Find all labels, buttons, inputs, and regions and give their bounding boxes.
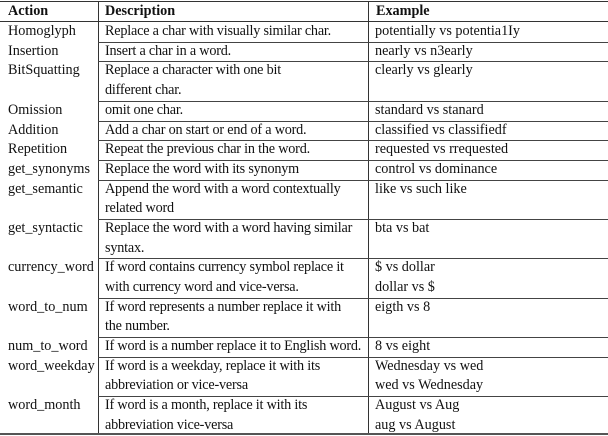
description-cell: omit one char. (105, 101, 183, 118)
description-cell: Replace a character with one bit different char. (105, 62, 281, 98)
description-cell: Replace a char with visually similar char. (105, 23, 332, 39)
header-description: Description (105, 3, 176, 19)
example-cell: control vs dominance (375, 160, 498, 177)
description-cell: If word represents a number replace it with the number. (105, 298, 342, 335)
action-cell: get_syntactic (8, 220, 83, 236)
action-cell: get_semantic (8, 180, 83, 197)
action-cell: Addition (8, 121, 59, 138)
action-cell: BitSquatting (8, 62, 80, 79)
example-cell: eigth vs 8 (375, 298, 431, 315)
description-cell: If word is a weekday, replace it with its abbreviation or vice-versa (105, 357, 321, 394)
action-cell: word_month (8, 397, 81, 414)
example-cell: requested vs rrequested (375, 141, 509, 158)
top-rule (0, 1, 608, 2)
example-cell: Wednesday vs wed wed vs Wednesday (375, 357, 484, 394)
example-cell: clearly vs glearly (375, 62, 473, 79)
action-cell: get_synonyms (8, 160, 90, 177)
action-cell: Homoglyph (8, 23, 76, 39)
header-example: Example (376, 3, 430, 19)
description-cell: Append the word with a word contextually related word (105, 180, 341, 217)
description-cell: Add a char on start or end of a word. (105, 121, 307, 138)
action-cell: Insertion (8, 42, 59, 59)
example-cell: 8 vs eight (375, 338, 431, 355)
description-cell: Repeat the previous char in the word. (105, 141, 310, 158)
description-cell: If word is a number replace it to English word. (105, 338, 362, 355)
description-cell: If word is a month, replace it with its abbreviation vice-versa (105, 397, 308, 433)
action-cell: word_to_num (8, 298, 88, 315)
description-cell: Replace the word with its synonym (105, 160, 299, 177)
example-cell: August vs Aug aug vs August (375, 397, 460, 433)
example-cell: bta vs bat (375, 220, 430, 236)
header-action: Action (8, 3, 49, 19)
description-cell: Replace the word with a word having similar syntax. (105, 220, 353, 256)
bottom-rule (0, 433, 608, 435)
example-cell: classified vs classifiedf (375, 121, 507, 138)
example-cell: $ vs dollar dollar vs $ (375, 259, 435, 295)
description-cell: If word contains currency symbol replace it with currency word and vice-versa. (105, 259, 344, 295)
example-cell: standard vs stanard (375, 101, 484, 118)
description-cell: Insert a char in a word. (105, 42, 231, 59)
example-cell: like vs such like (375, 180, 467, 197)
action-cell: currency_word (8, 259, 94, 276)
example-cell: nearly vs n3early (375, 42, 473, 59)
example-cell: potentially vs potentia1Iy (375, 23, 520, 39)
action-cell: Repetition (8, 141, 68, 158)
action-cell: word_weekday (8, 357, 95, 374)
action-cell: Omission (8, 101, 63, 118)
action-cell: num_to_word (8, 338, 88, 355)
